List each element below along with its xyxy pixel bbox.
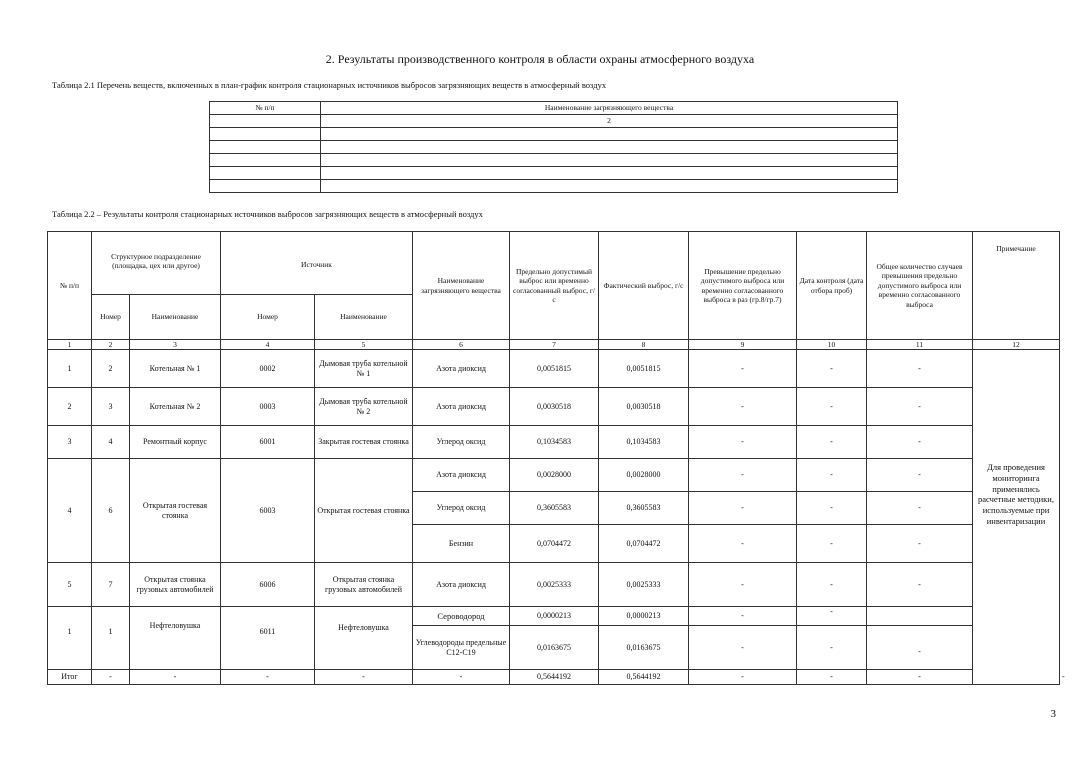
date-value: - [797,426,867,459]
source-number: 6003 [221,459,315,563]
pdv-value: 0,3605583 [510,492,599,525]
source-number: 0002 [221,350,315,388]
page-title: 2. Результаты производственного контроля в области охраны атмосферного воздуха [325,52,755,66]
actual-value: 0,0025333 [599,563,689,607]
header-dept-number: Номер [92,295,130,340]
page-number: 3 [1050,708,1056,720]
header-dept-name: Наименование [130,295,221,340]
count-value: - [867,563,973,607]
substances-table [209,101,898,193]
index-cell: 10 [797,340,867,350]
header-structural: Структурное подразделение (площадка, цех или другое) [92,232,221,295]
table-row [210,141,898,154]
dept-name: Открытая стоянка грузовых автомобилей [130,563,221,607]
actual-value: 0,0028000 [599,459,689,492]
total-cell: - [867,670,973,685]
row-num: 4 [48,459,92,563]
date-value: - [797,607,867,626]
source-name: Закрытая гостевая стоянка [315,426,413,459]
index-cell: 12 [973,340,1060,350]
table-row [48,350,1060,388]
count-value: - [867,459,973,492]
source-number: 6006 [221,563,315,607]
header-substance: Наименование загрязняющего вещества [413,232,510,340]
table-row [48,607,1060,626]
table1-header-substance: Наименование загрязняющего вещества [321,102,898,115]
note-cell: Для проведения мониторинга применялись расчетные методики, используемые при инвентаризации [973,350,1060,685]
actual-value: 0,0051815 [599,350,689,388]
source-name: Открытая гостевая стоянка [315,459,413,563]
count-value: - [867,426,973,459]
index-cell: 6 [413,340,510,350]
substance: Азота диоксид [413,563,510,607]
header-src-number: Номер [221,295,315,340]
excess-value: - [689,492,797,525]
date-value: - [797,388,867,426]
total-actual: 0,5644192 [599,670,689,685]
dept-name: Открытая гостевая стоянка [130,459,221,563]
count-value: - [867,350,973,388]
date-value: - [797,459,867,492]
header-actual: Фактический выброс, г/с [599,232,689,340]
pdv-value: 0,0000213 [510,607,599,626]
dept-number: 6 [92,459,130,563]
excess-value: - [689,350,797,388]
substance: Сероводород [413,607,510,626]
total-label: Итог [48,670,92,685]
source-name: Открытая стоянка грузовых автомобилей [315,563,413,607]
substance: Азота диоксид [413,388,510,426]
index-cell: 1 [48,340,92,350]
substance: Углерод оксид [413,426,510,459]
source-number: 0003 [221,388,315,426]
date-value: - [797,626,867,670]
dept-number: 3 [92,388,130,426]
table-row [210,128,898,141]
table1-caption: Таблица 2.1 Перечень веществ, включенных в план-график контроля стационарных источников выбросов загрязняющих веществ в атмосферный воздух [52,80,607,90]
table-row [48,388,1060,426]
source-number: 6011 [221,607,315,670]
header-src-name: Наименование [315,295,413,340]
dept-name: Ремонтный корпус [130,426,221,459]
source-name: Дымовая труба котельной № 1 [315,350,413,388]
dept-name: Нефтеловушка [130,607,221,670]
header-excess: Превышение предельно допустимого выброса или временно согласованного выброса в раз (гр.8/гр.7) [689,232,797,340]
header-pdv: Предельно допустимый выброс или временно согласованный выброс, г/с [510,232,599,340]
dept-number: 2 [92,350,130,388]
total-cell: - [130,670,221,685]
date-value: - [797,563,867,607]
index-cell: 5 [315,340,413,350]
dept-number: 7 [92,563,130,607]
date-value: - [797,350,867,388]
header-source: Источник [221,232,413,295]
substance: Азота диоксид [413,350,510,388]
header-date: Дата контроля (дата отбора проб) [797,232,867,340]
total-cell: - [413,670,510,685]
index-cell: 9 [689,340,797,350]
excess-value: - [689,426,797,459]
total-row: Итог - - - - - 0,5644192 0,5644192 - - - - [48,670,1060,685]
total-pdv: 0,5644192 [510,670,599,685]
row-num: 2 [48,388,92,426]
source-name: Нефтеловушка [315,607,413,670]
pdv-value: 0,0704472 [510,525,599,563]
dept-number: 4 [92,426,130,459]
substance: Азота диоксид [413,459,510,492]
count-value: - [867,525,973,563]
header-note: Примечание [973,232,1060,340]
count-value: - [867,388,973,426]
pdv-value: 0,0025333 [510,563,599,607]
count-value [867,607,973,626]
results-table [47,231,1065,685]
index-cell: 3 [130,340,221,350]
index-cell: 8 [599,340,689,350]
dept-name: Котельная № 1 [130,350,221,388]
header-num: № п/п [48,232,92,340]
table-row [210,180,898,193]
dept-name: Котельная № 2 [130,388,221,426]
actual-value: 0,1034583 [599,426,689,459]
table-row [210,167,898,180]
total-cell: - [92,670,130,685]
actual-value: 0,0704472 [599,525,689,563]
row-num: 1 [48,350,92,388]
excess-value: - [689,459,797,492]
row-num: 3 [48,426,92,459]
total-cell: - [315,670,413,685]
source-number: 6001 [221,426,315,459]
actual-value: 0,3605583 [599,492,689,525]
table1-header-num: № п/п [210,102,321,115]
table1-index-cell: 2 [321,115,898,128]
index-cell: 4 [221,340,315,350]
table-row [48,426,1060,459]
actual-value: 0,0000213 [599,607,689,626]
total-cell: - [221,670,315,685]
table1-header-row [210,102,898,115]
table2-index-row [48,340,1060,350]
excess-value: - [689,626,797,670]
pdv-value: 0,0030518 [510,388,599,426]
excess-value: - [689,388,797,426]
table2-header-row [48,232,1060,295]
pdv-value: 0,0163675 [510,626,599,670]
header-count: Общее количество случаев превышения предельно допустимого выброса или временно согласованного выброса [867,232,973,340]
table2-caption: Таблица 2.2 – Результаты контроля стационарных источников выбросов загрязняющих веществ в атмосферный воздух [52,209,483,219]
table-row [210,154,898,167]
excess-value: - [689,563,797,607]
substance: Бензин [413,525,510,563]
pdv-value: 0,0028000 [510,459,599,492]
actual-value: 0,0030518 [599,388,689,426]
table-row [48,563,1060,607]
date-value: - [797,525,867,563]
table-row [48,459,1060,492]
index-cell: 7 [510,340,599,350]
actual-value: 0,0163675 [599,626,689,670]
table1-index-cell [210,115,321,128]
date-value: - [797,492,867,525]
count-value: - [867,626,973,670]
source-name: Дымовая труба котельной № 2 [315,388,413,426]
row-num: 5 [48,563,92,607]
index-cell: 11 [867,340,973,350]
table1-index-row [210,115,898,128]
total-cell: - [689,670,797,685]
substance: Углерод оксид [413,492,510,525]
dept-number: 1 [92,607,130,670]
pdv-value: 0,1034583 [510,426,599,459]
count-value: - [867,492,973,525]
excess-value: - [689,525,797,563]
substance: Углеводороды предельные С12-С19 [413,626,510,670]
excess-value: - [689,607,797,626]
index-cell: 2 [92,340,130,350]
pdv-value: 0,0051815 [510,350,599,388]
total-cell: - [797,670,867,685]
row-num: 1 [48,607,92,670]
